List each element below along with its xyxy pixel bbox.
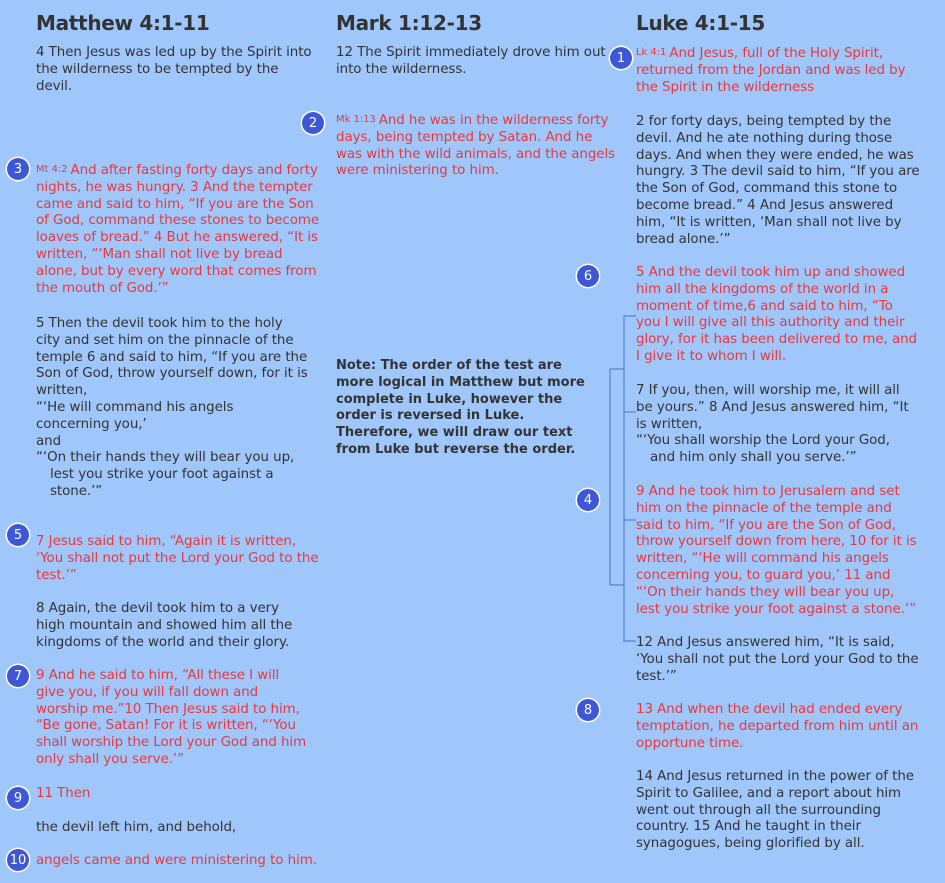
luke-p4-line-1: 7 If you, then, will worship me, it will all be yours.” 8 And Jesus answered him, “It is written, bbox=[636, 383, 909, 432]
luke-heading: Luke 4:1-15 bbox=[636, 11, 765, 35]
bracket-spine bbox=[610, 369, 624, 585]
mark-heading: Mark 1:12-13 bbox=[336, 11, 482, 35]
mark-ref-1-13: Mk 1:13 bbox=[336, 114, 376, 125]
mark-paragraph-2 bbox=[336, 113, 618, 180]
luke-paragraph-3: 5 And the devil took him up and showed him all the kingdoms of the world in a moment of time,6 and said to him, “To you I will give all this authority and their glory, for it has been delivered to me, and I give it to whom I will. bbox=[636, 265, 917, 364]
bracket-lower bbox=[624, 520, 636, 641]
luke-paragraph-5 bbox=[636, 484, 920, 618]
matthew-p3-line-3: and bbox=[36, 433, 62, 449]
matthew-heading: Matthew 4:1-11 bbox=[36, 11, 210, 35]
matthew-ref-4-2: Mt 4:2 bbox=[36, 164, 68, 175]
luke-paragraph-6: 12 And Jesus answered him, “It is said, ‘You shall not put the Lord your God to the test.’” bbox=[636, 635, 919, 684]
matthew-p3-line-2: “‘He will command his angels concerning you,’ bbox=[36, 399, 234, 432]
badge-3: 3 bbox=[7, 158, 29, 180]
luke-paragraph-1 bbox=[636, 46, 912, 96]
badge-6: 6 bbox=[577, 265, 599, 287]
matthew-paragraph-2 bbox=[36, 163, 320, 297]
luke-p4-line-3: and him only shall you serve.’” bbox=[650, 450, 857, 466]
badge-2: 2 bbox=[302, 112, 324, 134]
luke-ref-4-1: Lk 4:1 bbox=[636, 47, 667, 58]
bracket-upper bbox=[624, 316, 636, 412]
mark-paragraph-1: 12 The Spirit immediately drove him out into the wilderness. bbox=[336, 45, 606, 77]
matthew-paragraph-8: the devil left him, and behold, bbox=[36, 820, 237, 835]
badge-7: 7 bbox=[7, 665, 29, 687]
badge-10: 10 bbox=[7, 849, 29, 871]
reorder-bracket bbox=[600, 312, 640, 642]
matthew-paragraph-3 bbox=[36, 316, 310, 501]
luke-paragraph-4 bbox=[636, 383, 918, 467]
matthew-p3-line-4: “‘On their hands they will bear you up, bbox=[36, 450, 295, 466]
matthew-p3-line-5: lest you strike your foot against a stone.’” bbox=[50, 467, 274, 499]
matthew-paragraph-1: 4 Then Jesus was led up by the Spirit into the wilderness to be tempted by the devil. bbox=[36, 45, 312, 94]
matthew-paragraph-7: 11 Then bbox=[36, 786, 91, 801]
luke-p5-line-3: lest you strike your foot against a stone.’” bbox=[636, 601, 916, 617]
matthew-p3-line-1: 5 Then the devil took him to the holy city and set him on the pinnacle of the temple 6 and said to him, “If you are the Son of God, throw yourself down, for it is written, bbox=[36, 316, 308, 399]
badge-8: 8 bbox=[577, 699, 599, 721]
luke-p4-line-2: “‘You shall worship the Lord your God, bbox=[636, 433, 890, 449]
badge-1: 1 bbox=[610, 47, 632, 69]
luke-paragraph-2: 2 for forty days, being tempted by the devil. And he ate nothing during those days. And when they were ended, he was hungry. 3 The devil said to him, “If you are the Son of God, command this stone to become bread.” 4 And Jesus answered him, “It is written, ‘Man shall not live by bread alone.’” bbox=[636, 114, 920, 247]
matthew-paragraph-9: angels came and were ministering to him. bbox=[36, 853, 317, 868]
badge-5: 5 bbox=[7, 524, 29, 546]
luke-paragraph-8: 14 And Jesus returned in the power of the Spirit to Galilee, and a report about him went out through all the surrounding country. 15 And he taught in their synagogues, being glorified by all. bbox=[636, 769, 914, 852]
luke-p5-line-1: 9 And he took him to Jerusalem and set him on the pinnacle of the temple and said to him, “If you are the Son of God, throw yourself down from here, 10 for it is written, “‘He will command his angels concerning you, to guard you,’ 11 and bbox=[636, 484, 917, 583]
luke-p5-line-2: “‘On their hands they will bear you up, bbox=[636, 584, 895, 600]
matthew-paragraph-4: 7 Jesus said to him, “Again it is written, ‘You shall not put the Lord your God to the test.’” bbox=[36, 534, 319, 583]
order-note: Note: The order of the test are more logical in Matthew but more complete in Luke, however the order is reversed in Luke. Therefore, we will draw our text from Luke but reverse the order. bbox=[336, 358, 585, 457]
matthew-paragraph-6: 9 And he said to him, “All these I will give you, if you will fall down and worship me.”10 Then Jesus said to him, “Be gone, Satan! For it is written, “‘You shall worship the Lord your God and him only shall you serve.’” bbox=[36, 668, 307, 767]
luke-paragraph-7: 13 And when the devil had ended every temptation, he departed from him until an opportune time. bbox=[636, 702, 919, 751]
matthew-paragraph-5: 8 Again, the devil took him to a very high mountain and showed him all the kingdoms of the world and their glory. bbox=[36, 601, 293, 650]
badge-9: 9 bbox=[7, 787, 29, 809]
mark-paragraph-2-text: And he was in the wilderness forty days, being tempted by Satan. And he was with the wild animals, and the angels were ministering to him. bbox=[336, 113, 616, 179]
luke-paragraph-1-text: And Jesus, full of the Holy Spirit, returned from the Jordan and was led by the Spirit in the wilderness bbox=[636, 46, 906, 95]
matthew-paragraph-2-text: And after fasting forty days and forty nights, he was hungry. 3 And the tempter came and said to him, “If you are the Son of God, command these stones to become loaves of bread.” 4 But he answered, “It is written, “‘Man shall not live by bread alone, but by every word that comes from the mouth of God.’” bbox=[36, 163, 320, 296]
badge-4: 4 bbox=[577, 489, 599, 511]
bracket-top-arm bbox=[624, 316, 636, 642]
